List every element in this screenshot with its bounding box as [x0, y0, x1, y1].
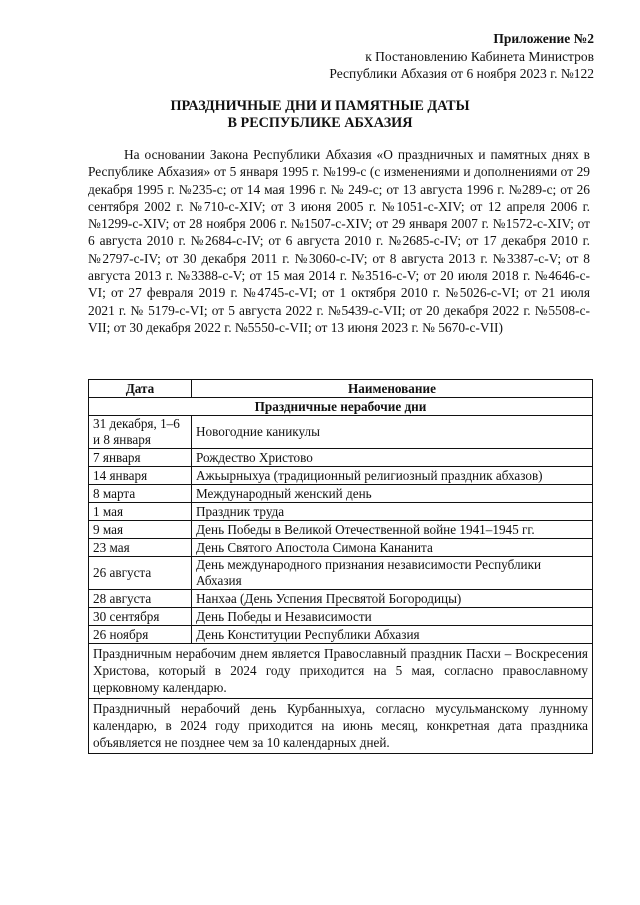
row-date: 14 января [89, 467, 192, 485]
holidays-table [88, 379, 593, 754]
table-row [89, 449, 593, 467]
row-date: 28 августа [89, 590, 192, 608]
row-name: День Победы и Независимости [192, 608, 593, 626]
row-date: 31 декабря, 1–6 и 8 января [89, 416, 192, 449]
table-row [89, 557, 593, 590]
row-name: День международного признания независимости Республики Абхазия [192, 557, 593, 590]
appendix-block [329, 30, 594, 83]
table-row [89, 467, 593, 485]
table-row [89, 590, 593, 608]
appendix-line-1: к Постановлению Кабинета Министров [365, 48, 594, 64]
note-row [89, 644, 593, 699]
appendix-label: Приложение №2 [493, 31, 594, 46]
row-date: 7 января [89, 449, 192, 467]
row-name: Праздник труда [192, 503, 593, 521]
row-date: 9 мая [89, 521, 192, 539]
note-row [89, 699, 593, 754]
row-name: Ажьырныхуа (традиционный религиозный праздник абхазов) [192, 467, 593, 485]
header-date: Дата [89, 380, 192, 398]
row-date: 30 сентября [89, 608, 192, 626]
row-name: Международный женский день [192, 485, 593, 503]
row-name: Новогодние каникулы [192, 416, 593, 449]
row-name: День Святого Апостола Симона Кананита [192, 539, 593, 557]
header-name: Наименование [192, 380, 593, 398]
table-row [89, 521, 593, 539]
table-row [89, 503, 593, 521]
row-date: 26 августа [89, 557, 192, 590]
row-name: День Победы в Великой Отечественной войне 1941–1945 гг. [192, 521, 593, 539]
row-date: 1 мая [89, 503, 192, 521]
legal-basis-paragraph [88, 146, 590, 336]
row-date: 26 ноября [89, 626, 192, 644]
appendix-line-2: Республики Абхазия от 6 ноября 2023 г. №122 [329, 66, 594, 81]
title-line-1: ПРАЗДНИЧНЫЕ ДНИ И ПАМЯТНЫЕ ДАТЫ [170, 98, 470, 114]
legal-basis-text: На основании Закона Республики Абхазия «О праздничных и памятных днях в Республике Абхазия» от 5 января 1995 г. №199-с (с изменениями и дополнениями от 29 декабря 1995 г. №235-с; от 14 мая 1996 г. № 249-с; от 13 августа 1996 г. №289-с; от 26 сентября 2002 г. №710-с-XIV; от 3 июня 2005 г. №1051-с-XIV; от 12 апреля 2006 г. №1299-с-XIV; от 28 ноября 2006 г. №1507-с-XIV; от 29 января 2007 г. №1572-с-XIV; от 6 августа 2010 г. №2684-с-IV; от 6 августа 2010 г. №2685-с-IV; от 17 декабря 2010 г. №2797-с-IV; от 30 декабря 2011 г. №3060-с-IV; от 8 августа 2013 г. №3387-с-V; от 8 августа 2013 г. №3388-с-V; от 15 мая 2014 г. №3516-с-V; от 20 июля 2018 г. №4646-с-VI; от 27 февраля 2019 г. №4745-с-VI; от 1 октября 2010 г. №5026-с-VI; от 21 июля 2021 г. № 5179-с-VI; от 5 августа 2022 г. №5439-с-VII; от 20 декабря 2022 г. №5508-с-VII; от 30 декабря 2022 г. №5550-с-VII; от 13 июня 2023 г. № 5670-с-VII) [88, 147, 590, 335]
table-header-row [89, 380, 593, 398]
section-title: Праздничные нерабочие дни [89, 398, 593, 416]
row-name: Рождество Христово [192, 449, 593, 467]
title-line-2: В РЕСПУБЛИКЕ АБХАЗИЯ [227, 115, 413, 131]
table-row [89, 608, 593, 626]
table-row [89, 626, 593, 644]
row-name: Нанхәа (День Успения Пресвятой Богородицы) [192, 590, 593, 608]
table-row [89, 485, 593, 503]
table-row [89, 539, 593, 557]
document-title [0, 98, 640, 132]
note-easter: Праздничным нерабочим днем является Православный праздник Пасхи – Воскресения Христова, который в 2024 году приходится на 5 мая, согласно православному церковному календарю. [89, 644, 593, 699]
row-date: 23 мая [89, 539, 192, 557]
row-date: 8 марта [89, 485, 192, 503]
row-name: День Конституции Республики Абхазия [192, 626, 593, 644]
section-row [89, 398, 593, 416]
table-row [89, 416, 593, 449]
note-kurban: Праздничный нерабочий день Курбанныхуа, согласно мусульманскому лунному календарю, в 2024 году приходится на июнь месяц, конкретная дата праздника объявляется не позднее чем за 10 календарных дней. [89, 699, 593, 754]
